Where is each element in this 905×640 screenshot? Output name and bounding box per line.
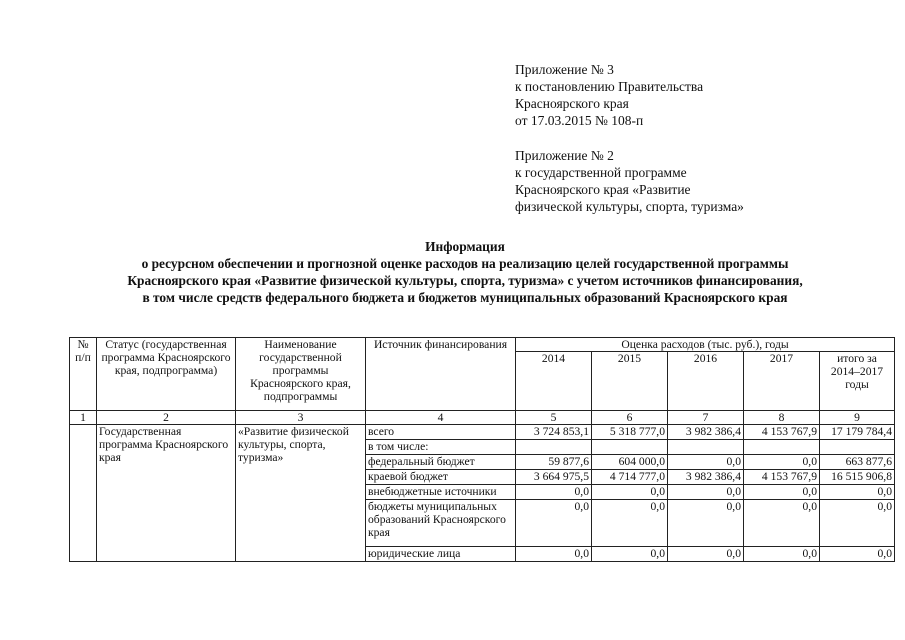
column-number: 5 — [516, 411, 592, 425]
header-total: итого за 2014–2017 годы — [820, 352, 895, 411]
total-cell: 0,0 — [820, 500, 895, 547]
header-num: № п/п — [70, 338, 97, 411]
header-row — [70, 338, 895, 352]
value-cell: 4 153 767,9 — [744, 470, 820, 485]
value-cell — [516, 440, 592, 455]
column-number: 8 — [744, 411, 820, 425]
value-cell: 0,0 — [668, 500, 744, 547]
column-number: 2 — [97, 411, 236, 425]
value-cell: 0,0 — [592, 547, 668, 562]
value-cell: 0,0 — [668, 485, 744, 500]
table-row — [70, 425, 895, 440]
value-cell: 5 318 777,0 — [592, 425, 668, 440]
value-cell: 0,0 — [516, 485, 592, 500]
value-cell: 0,0 — [516, 500, 592, 547]
program-status: Государственная программа Красноярского края — [97, 425, 236, 562]
total-cell: 0,0 — [820, 485, 895, 500]
header-source: Источник финансирования — [366, 338, 516, 411]
heading-line: в том числе средств федерального бюджета и бюджетов муниципальных образований Красноярского края — [142, 290, 788, 305]
document-heading — [40, 238, 890, 306]
appendix-2-line: Красноярского края «Развитие — [515, 182, 691, 197]
column-number: 7 — [668, 411, 744, 425]
value-cell: 4 153 767,9 — [744, 425, 820, 440]
source-cell: внебюджетные источники — [366, 485, 516, 500]
source-cell: краевой бюджет — [366, 470, 516, 485]
column-number: 1 — [70, 411, 97, 425]
value-cell — [668, 440, 744, 455]
header-year: 2014 — [516, 352, 592, 411]
value-cell: 0,0 — [744, 485, 820, 500]
source-cell: всего — [366, 425, 516, 440]
column-number: 4 — [366, 411, 516, 425]
header-year: 2016 — [668, 352, 744, 411]
column-numbers-row — [70, 411, 895, 425]
value-cell — [744, 440, 820, 455]
heading-line: Красноярского края «Развитие физической культуры, спорта, туризма» с учетом источников финансирования, — [127, 273, 803, 288]
appendix-3-line: Приложение № 3 — [515, 62, 614, 77]
column-number: 9 — [820, 411, 895, 425]
total-cell — [820, 440, 895, 455]
total-cell: 17 179 784,4 — [820, 425, 895, 440]
heading-line: о ресурсном обеспечении и прогнозной оценке расходов на реализацию целей государственной программы — [141, 256, 789, 271]
appendix-2-line: к государственной программе — [515, 165, 687, 180]
value-cell — [592, 440, 668, 455]
source-cell: федеральный бюджет — [366, 455, 516, 470]
appendix-3-line: от 17.03.2015 № 108-п — [515, 113, 644, 128]
column-number: 6 — [592, 411, 668, 425]
value-cell: 3 724 853,1 — [516, 425, 592, 440]
appendix-3-line: Красноярского края — [515, 96, 629, 111]
value-cell: 3 664 975,5 — [516, 470, 592, 485]
value-cell: 4 714 777,0 — [592, 470, 668, 485]
value-cell: 0,0 — [744, 500, 820, 547]
appendix-3-line: к постановлению Правительства — [515, 79, 704, 94]
value-cell: 604 000,0 — [592, 455, 668, 470]
source-cell: бюджеты муниципальных образований Красноярского края — [366, 500, 516, 547]
appendix-2-block — [515, 147, 744, 215]
value-cell: 59 877,6 — [516, 455, 592, 470]
header-year: 2017 — [744, 352, 820, 411]
source-cell: юридические лица — [366, 547, 516, 562]
total-cell: 16 515 906,8 — [820, 470, 895, 485]
source-cell: в том числе: — [366, 440, 516, 455]
total-cell: 0,0 — [820, 547, 895, 562]
column-number: 3 — [236, 411, 366, 425]
program-name: «Развитие физической культуры, спорта, туризма» — [236, 425, 366, 562]
value-cell: 0,0 — [744, 455, 820, 470]
program-num-cell — [70, 425, 97, 562]
value-cell: 0,0 — [592, 485, 668, 500]
value-cell: 0,0 — [516, 547, 592, 562]
value-cell: 0,0 — [744, 547, 820, 562]
header-status: Статус (государственная программа Красноярского края, подпрограмма) — [97, 338, 236, 411]
appendix-3-block — [515, 61, 703, 129]
header-estimate: Оценка расходов (тыс. руб.), годы — [516, 338, 895, 352]
value-cell: 0,0 — [592, 500, 668, 547]
appendix-2-line: Приложение № 2 — [515, 148, 614, 163]
appendix-2-line: физической культуры, спорта, туризма» — [515, 199, 744, 214]
header-name: Наименование государственной программы Красноярского края, подпрограммы — [236, 338, 366, 411]
value-cell: 0,0 — [668, 455, 744, 470]
value-cell: 3 982 386,4 — [668, 425, 744, 440]
value-cell: 3 982 386,4 — [668, 470, 744, 485]
heading-title: Информация — [425, 239, 505, 254]
resource-table — [69, 337, 895, 562]
header-year: 2015 — [592, 352, 668, 411]
total-cell: 663 877,6 — [820, 455, 895, 470]
value-cell: 0,0 — [668, 547, 744, 562]
